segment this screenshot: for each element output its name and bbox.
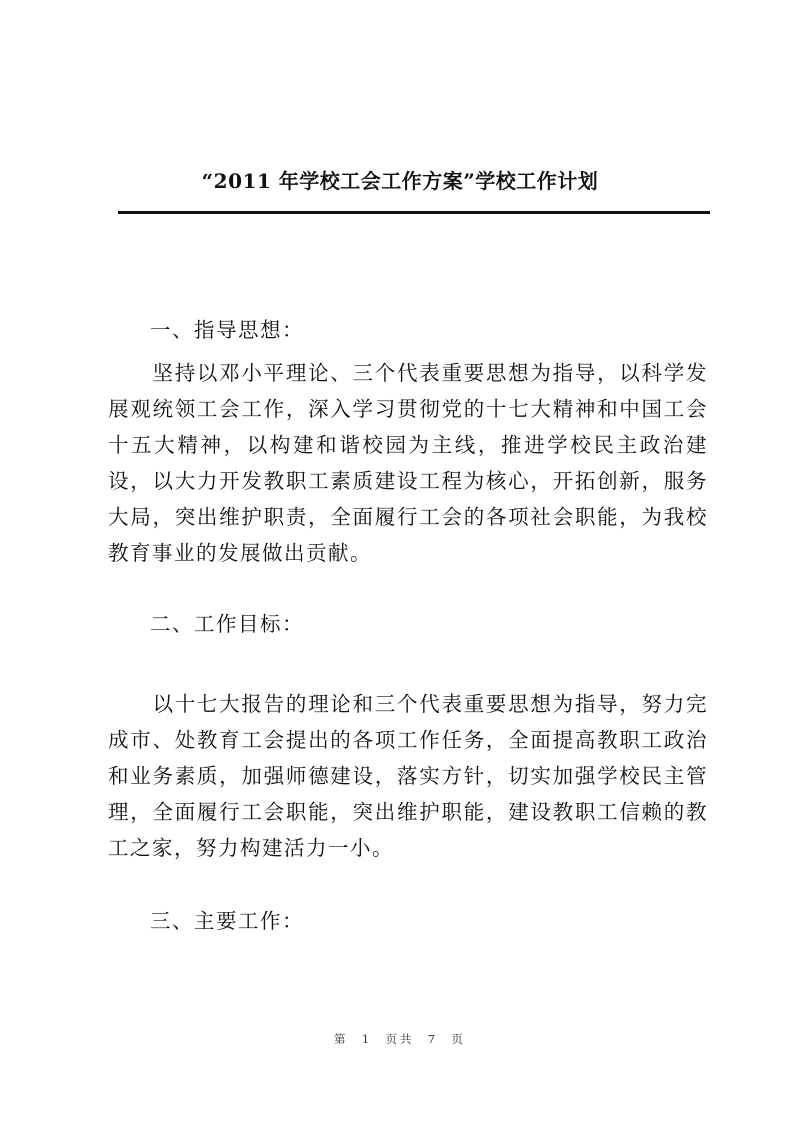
section-heading-work-goals: 二、工作目标： (150, 612, 304, 636)
document-title: “2011 年学校工会工作方案”学校工作计划 (201, 169, 599, 193)
section-heading-main-work: 三、主要工作： (150, 909, 304, 933)
page-footer: 第 1 页共 7 页 (334, 1032, 466, 1046)
section-paragraph-work-goals: 以十七大报告的理论和三个代表重要思想为指导，努力完成市、处教育工会提出的各项工作任务，全面提高教职工政治和业务素质，加强师德建设，落实方针，切实加强学校民主管理，全面履行工会职能，突出维护职能，建设教职工信赖的教工之家，努力构建活力一小。 (108, 692, 708, 860)
section-paragraph-guiding-ideology: 坚持以邓小平理论、三个代表重要思想为指导，以科学发展观统领工会工作，深入学习贯彻党的十七大精神和中国工会十五大精神，以构建和谐校园为主线，推进学校民主政治建设，以大力开发教职工素质建设工程为核心，开拓创新，服务大局，突出维护职责，全面履行工会的各项社会职能，为我校教育事业的发展做出贡献。 (108, 361, 708, 565)
section-heading-guiding-ideology: 一、指导思想： (150, 318, 304, 342)
title-underline (118, 211, 710, 214)
